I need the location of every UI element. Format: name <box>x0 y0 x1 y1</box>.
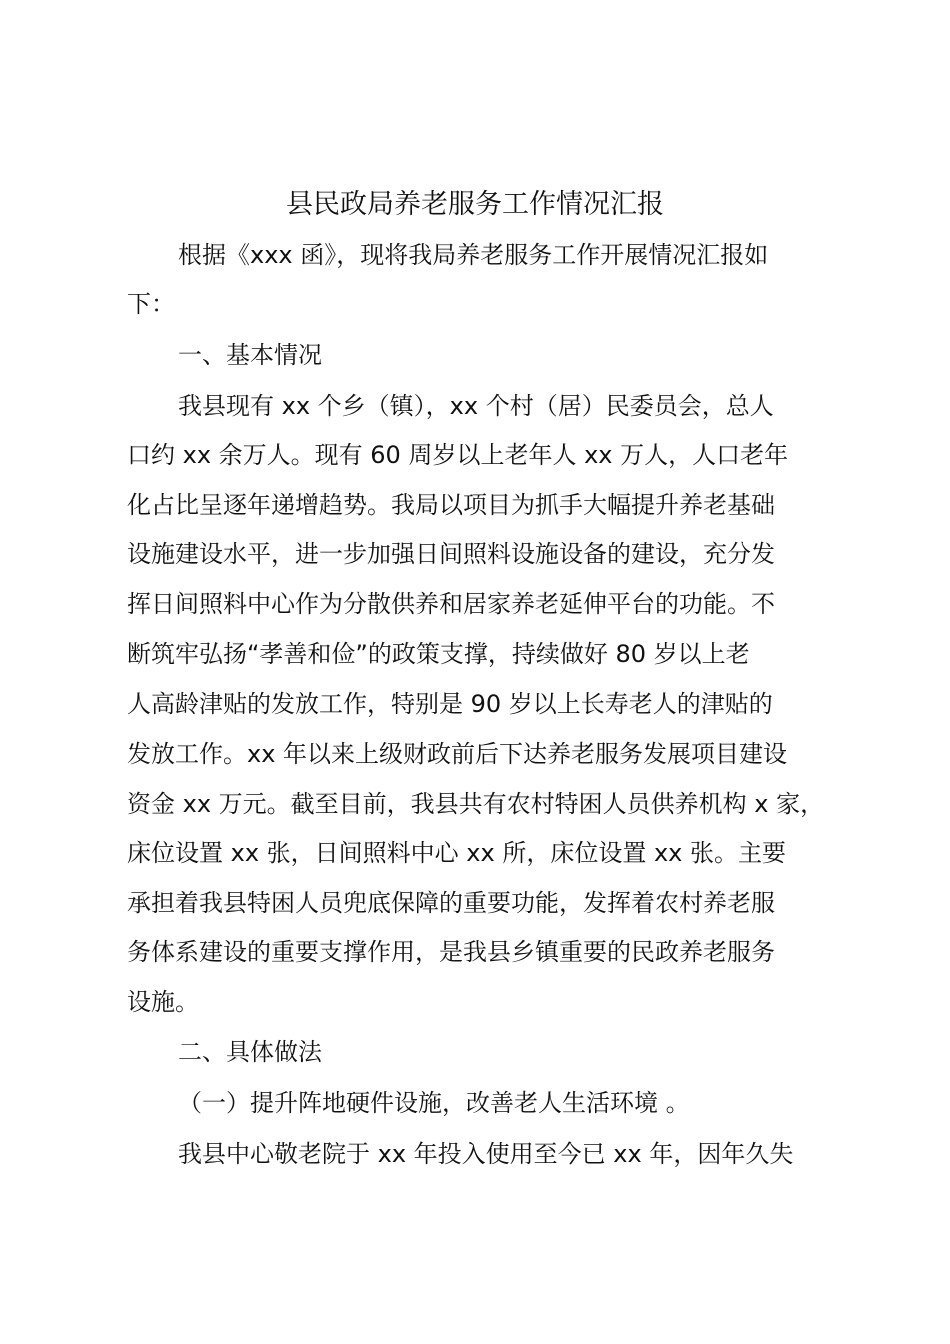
paragraph-line: 下： <box>127 290 175 318</box>
paragraph-line: 人高龄津贴的发放工作，特别是 90 岁以上长寿老人的津贴的 <box>127 690 773 718</box>
paragraph-line: 根据《xxx 函》，现将我局养老服务工作开展情况汇报如 <box>178 241 769 269</box>
paragraph-line: 我县现有 xx 个乡（镇），xx 个村（居）民委员会，总人 <box>178 392 774 420</box>
paragraph-line: 设施建设水平，进一步加强日间照料设施设备的建设，充分发 <box>127 540 775 568</box>
paragraph-line: 断筑牢弘扬“孝善和俭”的政策支撑，持续做好 80 岁以上老 <box>127 640 750 668</box>
paragraph-line: 口约 xx 余万人。现有 60 周岁以上老年人 xx 万人，人口老年 <box>127 441 789 469</box>
paragraph-line: 我县中心敬老院于 xx 年投入使用至今已 xx 年，因年久失 <box>178 1140 794 1168</box>
document-title: 县民政局养老服务工作情况汇报 <box>286 189 664 220</box>
paragraph-line: 资金 xx 万元。截至目前，我县共有农村特困人员供养机构 x 家， <box>127 790 825 818</box>
paragraph-line: 发放工作。xx 年以来上级财政前后下达养老服务发展项目建设 <box>127 740 788 768</box>
paragraph-line: 化占比呈逐年递增趋势。我局以项目为抓手大幅提升养老基础 <box>127 491 775 519</box>
paragraph-line: 床位设置 xx 张，日间照料中心 xx 所，床位设置 xx 张。主要 <box>127 839 786 867</box>
paragraph-line: 务体系建设的重要支撑作用，是我县乡镇重要的民政养老服务 <box>127 938 775 966</box>
paragraph-line: 承担着我县特困人员兜底保障的重要功能，发挥着农村养老服 <box>127 889 775 917</box>
subsection-heading: （一）提升阵地硬件设施，改善老人生活环境 。 <box>178 1089 690 1117</box>
paragraph-line: 挥日间照料中心作为分散供养和居家养老延伸平台的功能。不 <box>127 590 775 618</box>
section-heading: 二、具体做法 <box>178 1038 322 1066</box>
paragraph-line: 设施。 <box>127 988 199 1016</box>
section-heading: 一、基本情况 <box>178 341 322 369</box>
